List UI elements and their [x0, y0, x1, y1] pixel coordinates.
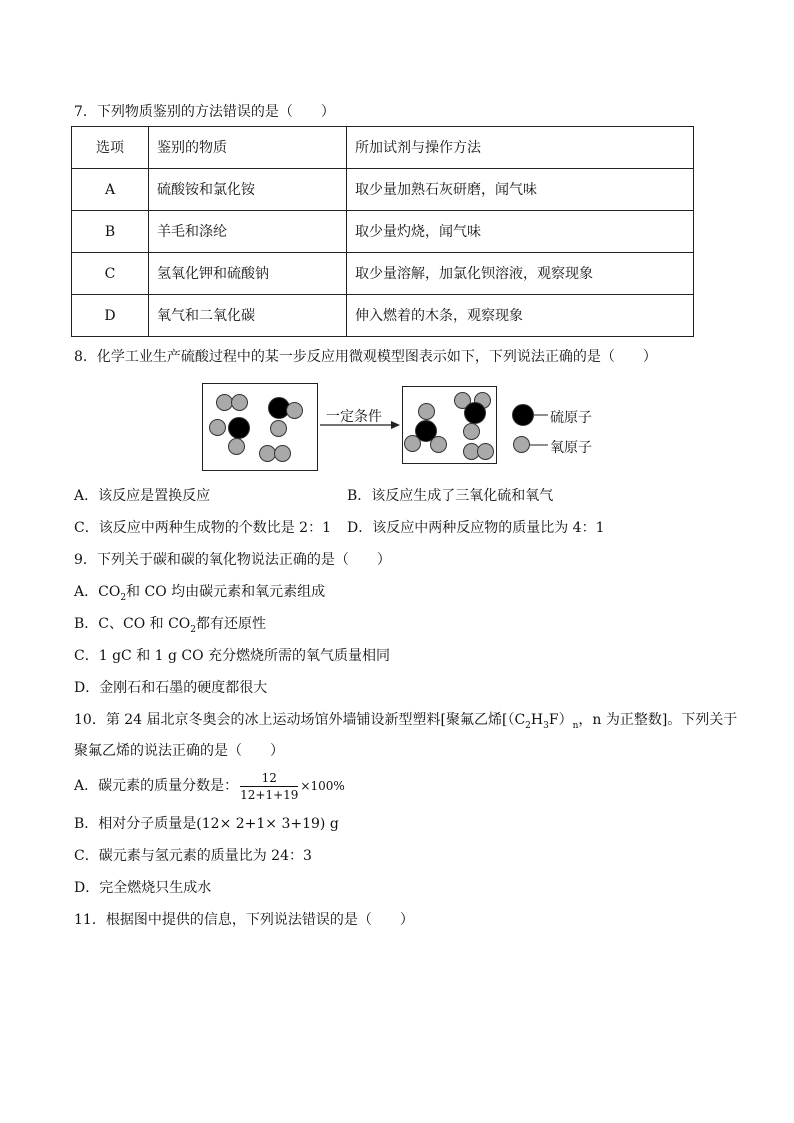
- table-cell: 取少量溶解，加氯化钡溶液，观察现象: [347, 253, 694, 295]
- q10-stem-text: ，n 为正整数]。下列关于: [578, 712, 738, 728]
- table-row: [72, 169, 694, 211]
- oxygen-atom: [270, 420, 287, 437]
- legend-sulfur-label: 硫原子: [550, 410, 592, 426]
- subscript: n: [572, 720, 579, 731]
- reaction-condition-label: 一定条件: [326, 409, 382, 425]
- table-header-row: [72, 127, 694, 169]
- legend-line: [534, 414, 548, 417]
- table-header-cell: 选项: [72, 127, 149, 169]
- q10-stem: [74, 711, 737, 735]
- oxygen-atom: [286, 402, 303, 419]
- q10-option-a-text: ×100%: [300, 779, 345, 793]
- sulfur-atom-icon: [512, 404, 534, 426]
- table-cell: 氧气和二氧化碳: [149, 295, 347, 337]
- table-cell: 羊毛和涤纶: [149, 211, 347, 253]
- q9-option-b-text: 都有还原性: [196, 616, 267, 632]
- oxygen-atom: [274, 445, 291, 462]
- oxygen-atom: [209, 419, 226, 436]
- legend-line: [530, 444, 548, 447]
- subscript: 3: [543, 720, 549, 731]
- q9-stem: 9．下列关于碳和碳的氧化物说法正确的是（ ）: [74, 552, 391, 568]
- oxygen-atom-icon: [513, 436, 530, 453]
- q11-stem: 11．根据图中提供的信息，下列说法错误的是（ ）: [74, 912, 414, 928]
- q9-option-a-text: A．CO: [74, 584, 121, 600]
- subscript: 2: [190, 624, 197, 635]
- oxygen-atom: [418, 403, 435, 420]
- sulfur-atom: [464, 402, 486, 424]
- oxygen-atom: [477, 443, 494, 460]
- q8-option-b: B．该反应生成了三氧化硫和氧气: [347, 488, 554, 504]
- q9-option-b-text: B．C、CO 和 CO: [74, 616, 191, 632]
- reactant-box: [202, 383, 318, 471]
- table-header-cell: 鉴别的物质: [149, 127, 347, 169]
- table-cell: 取少量加熟石灰研磨，闻气味: [347, 169, 694, 211]
- table-row: [72, 295, 694, 337]
- table-cell: 伸入燃着的木条，观察现象: [347, 295, 694, 337]
- table-cell: 硫酸铵和氯化铵: [149, 169, 347, 211]
- q10-stem-text: 10．第 24 届北京冬奥会的冰上运动场馆外墙铺设新型塑料[聚氟乙烯[（C: [74, 712, 526, 728]
- q8-stem: 8．化学工业生产硫酸过程中的某一步反应用微观模型图表示如下，下列说法正确的是（ ）: [74, 349, 657, 365]
- q7-table: [71, 126, 694, 337]
- fraction-denominator: 12+1+19: [240, 787, 299, 802]
- mass-fraction: [240, 771, 298, 802]
- table-cell: A: [72, 169, 149, 211]
- subscript: 2: [525, 720, 531, 731]
- reaction-arrow: [320, 420, 400, 430]
- q9-option-b: [74, 615, 266, 639]
- table-row: [72, 211, 694, 253]
- oxygen-atom: [463, 423, 480, 440]
- table-cell: D: [72, 295, 149, 337]
- q7-stem: 7．下列物质鉴别的方法错误的是（ ）: [74, 104, 335, 120]
- q9-option-d: D．金刚石和石墨的硬度都很大: [74, 680, 268, 696]
- q9-option-a: [74, 583, 325, 607]
- oxygen-atom: [231, 394, 248, 411]
- q10-stem-line2: 聚氟乙烯的说法正确的是（ ）: [74, 743, 284, 759]
- fraction-numerator: 12: [240, 771, 298, 787]
- q10-option-b: B．相对分子质量是(12× 2+1× 3+19) g: [74, 816, 339, 832]
- table-cell: C: [72, 253, 149, 295]
- q8-option-d: D．该反应中两种反应物的质量比为 4：1: [347, 520, 605, 536]
- table-row: [72, 253, 694, 295]
- q10-stem-text: F）: [548, 712, 573, 728]
- q10-option-c: C．碳元素与氢元素的质量比为 24：3: [74, 848, 312, 864]
- oxygen-atom: [228, 438, 245, 455]
- q9-option-a-text: 和 CO 均由碳元素和氧元素组成: [126, 584, 326, 600]
- table-header-cell: 所加试剂与操作方法: [347, 127, 694, 169]
- q9-option-c: C．1 gC 和 1 g CO 充分燃烧所需的氧气质量相同: [74, 648, 391, 664]
- table-cell: 氢氧化钾和硫酸钠: [149, 253, 347, 295]
- q8-option-a: A．该反应是置换反应: [74, 488, 211, 504]
- q10-stem-text: H: [530, 712, 544, 728]
- oxygen-atom: [430, 436, 447, 453]
- table-cell: B: [72, 211, 149, 253]
- table-cell: 取少量灼烧，闻气味: [347, 211, 694, 253]
- subscript: 2: [120, 592, 127, 603]
- q10-option-a-text: A．碳元素的质量分数是：: [74, 778, 239, 794]
- legend-oxygen-label: 氧原子: [550, 440, 592, 456]
- product-box: [402, 386, 497, 464]
- q8-option-c: C．该反应中两种生成物的个数比是 2：1: [74, 520, 331, 536]
- sulfur-atom: [228, 417, 250, 439]
- q10-option-d: D．完全燃烧只生成水: [74, 880, 212, 896]
- q10-option-a: [74, 768, 345, 804]
- oxygen-atom: [404, 435, 421, 452]
